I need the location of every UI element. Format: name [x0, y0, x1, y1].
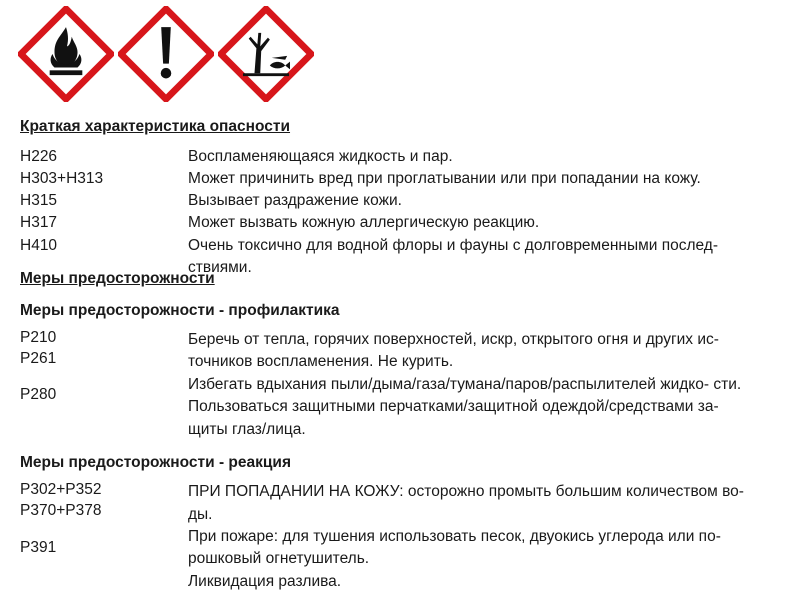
prevention-text-line: Избегать вдыхания пыли/дыма/газа/тумана/паров/распылителей жидко- сти. [188, 376, 742, 393]
response-heading: Меры предосторожности - реакция [20, 454, 292, 471]
precaution-code: P302+P352 [20, 481, 102, 498]
precaution-code: P261 [20, 350, 57, 367]
hazard-text-line: ствиями. [188, 259, 252, 276]
response-text-line: ды. [188, 506, 213, 523]
flame-icon [18, 6, 114, 102]
hazard-code: H410 [20, 237, 58, 254]
hazard-text-line: Может причинить вред при проглатывании или при попадании на кожу. [188, 170, 701, 187]
precaution-code: P210 [20, 329, 57, 346]
prevention-text-line: Пользоваться защитными перчатками/защитной одеждой/средствами за- [188, 398, 719, 415]
environment-pictogram [218, 6, 314, 102]
hazard-code: H226 [20, 148, 58, 165]
flame-pictogram [18, 6, 114, 102]
hazard-text-line: Вызывает раздражение кожи. [188, 192, 402, 209]
response-text-line: ПРИ ПОПАДАНИИ НА КОЖУ: осторожно промыть большим количеством во- [188, 483, 744, 500]
hazard-heading: Краткая характеристика опасности [20, 118, 291, 135]
environment-icon [218, 6, 314, 102]
hazard-text-line: Воспламеняющаяся жидкость и пар. [188, 148, 453, 165]
hazard-text-line: Очень токсично для водной флоры и фауны с долговременными послед- [188, 237, 719, 254]
exclamation-pictogram [118, 6, 214, 102]
exclamation-icon [118, 6, 214, 102]
prevention-text-line: Беречь от тепла, горячих поверхностей, искр, открытого огня и других ис- [188, 331, 719, 348]
prevention-heading: Меры предосторожности - профилактика [20, 302, 340, 319]
precaution-code: P391 [20, 539, 57, 556]
hazard-code: H303+H313 [20, 170, 104, 187]
precaution-heading: Меры предосторожности [20, 270, 215, 287]
response-text-line: При пожаре: для тушения использовать песок, двуокись углерода или по- [188, 528, 721, 545]
prevention-text-line: точников воспламенения. Не курить. [188, 353, 454, 370]
hazard-code: H317 [20, 214, 58, 231]
response-text-line: Ликвидация разлива. [188, 573, 342, 590]
hazard-text-line: Может вызвать кожную аллергическую реакцию. [188, 214, 540, 231]
hazard-code: H315 [20, 192, 58, 209]
precaution-code: P370+P378 [20, 502, 102, 519]
prevention-text-line: щиты глаз/лица. [188, 421, 306, 438]
precaution-code: P280 [20, 386, 57, 403]
response-text-line: рошковый огнетушитель. [188, 550, 370, 567]
